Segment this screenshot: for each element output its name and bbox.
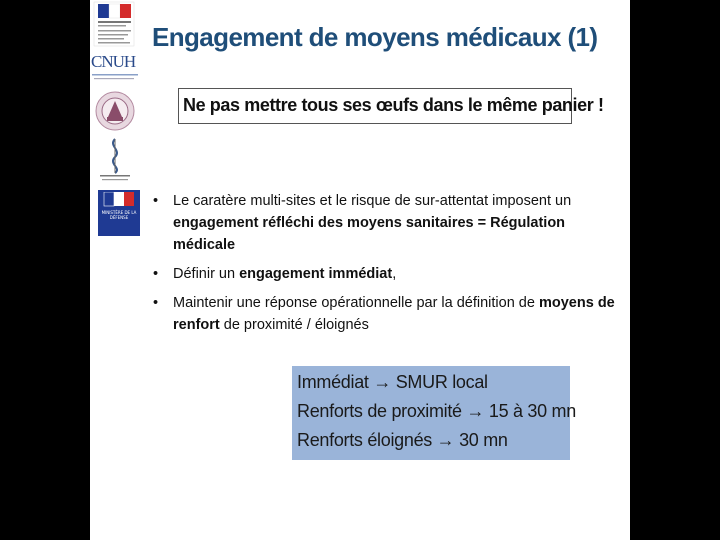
- val-de-grace-emblem: [90, 90, 140, 132]
- bullet-item: [148, 263, 618, 285]
- response-line-eloignes: Renforts éloignés → 30 mn: [297, 430, 508, 450]
- bullet-text: Maintenir une réponse opérationnelle par la définition de: [173, 295, 539, 311]
- ministere-defense-text: MINISTÈRE DE LA DÉFENSE: [101, 210, 137, 220]
- bullet-emphasis: moyens de renfort: [173, 295, 615, 333]
- response-line-proximite: Renforts de proximité → 15 à 30 mn: [297, 401, 576, 421]
- bullet-list: [148, 190, 618, 343]
- logo-column: [90, 0, 140, 540]
- cnuh-logo-text: CNUH: [91, 52, 136, 71]
- response-times-box: [292, 366, 576, 460]
- bullet-emphasis: engagement immédiat: [239, 266, 393, 282]
- bullet-item: [148, 292, 618, 336]
- bullet-text-tail: ,: [392, 266, 397, 282]
- subtitle-box: [178, 88, 604, 124]
- slide-title: Engagement de moyens médicaux (1): [152, 22, 598, 52]
- bullet-dot: •: [153, 193, 159, 209]
- bullet-dot: •: [153, 266, 159, 282]
- bullet-item: [148, 190, 618, 256]
- subtitle-text: Ne pas mettre tous ses œufs dans le même panier !: [183, 95, 604, 115]
- republique-francaise-logo: [90, 0, 140, 48]
- bullet-text-tail: de proximité / éloignés: [219, 317, 369, 333]
- cnuh-logo: [90, 52, 140, 82]
- ministere-defense-logo: [98, 190, 140, 236]
- bullet-dot: •: [153, 295, 159, 311]
- slide: [90, 0, 630, 540]
- response-line-immediat: Immédiat → SMUR local: [297, 372, 488, 392]
- bullet-text: Définir un: [173, 266, 240, 282]
- bullet-emphasis: engagement réfléchi des moyens sanitaires = Régulation médicale: [173, 215, 566, 253]
- service-de-sante-emblem: [90, 136, 140, 182]
- bullet-text: Le caratère multi-sites et le risque de sur-attentat imposent un: [173, 193, 572, 209]
